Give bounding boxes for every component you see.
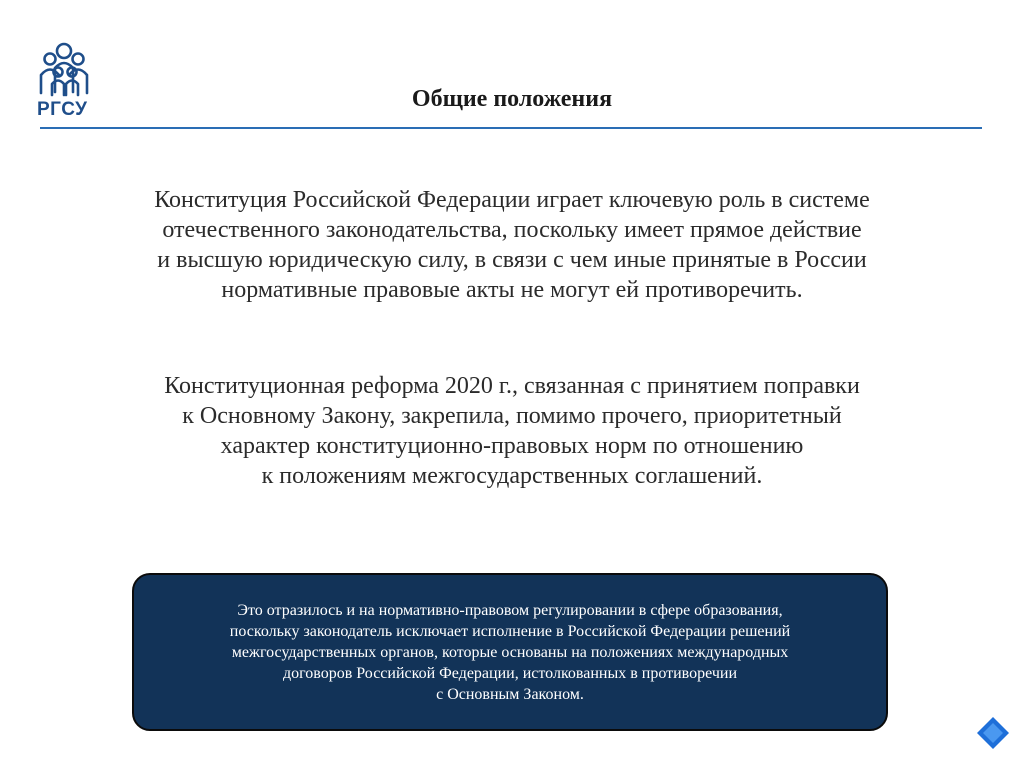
note-box (132, 573, 888, 731)
page-title: Общие положения (411, 86, 613, 112)
logo-text: РГСУ (37, 99, 88, 120)
paragraph-constitution-role: Конституция Российской Федерации играет ключевую роль в системе отечественного законодательства, поскольку имеет прямое действие и высшую юридическую силу, в связи с чем иные принятые в России нормативные правовые акты не могут ей противоречить. (154, 187, 870, 303)
paragraph-constitutional-reform: Конституционная реформа 2020 г., связанная с принятием поправки к Основному Закону, закрепила, помимо прочего, приоритетный характер конституционно-правовых норм по отношению к положениям межгосударственных соглашений. (164, 373, 860, 489)
next-slide-diamond-icon[interactable] (974, 714, 1012, 752)
note-text: Это отразилось и на нормативно-правовом регулировании в сфере образования, поскольку законодатель исключает исполнение в Российской Федерации решений межгосударственных органов, которые основаны на положениях международных договоров Российской Федерации, истолкованных в противоречии с Основным Законом. (229, 601, 791, 703)
title-divider (40, 127, 982, 129)
